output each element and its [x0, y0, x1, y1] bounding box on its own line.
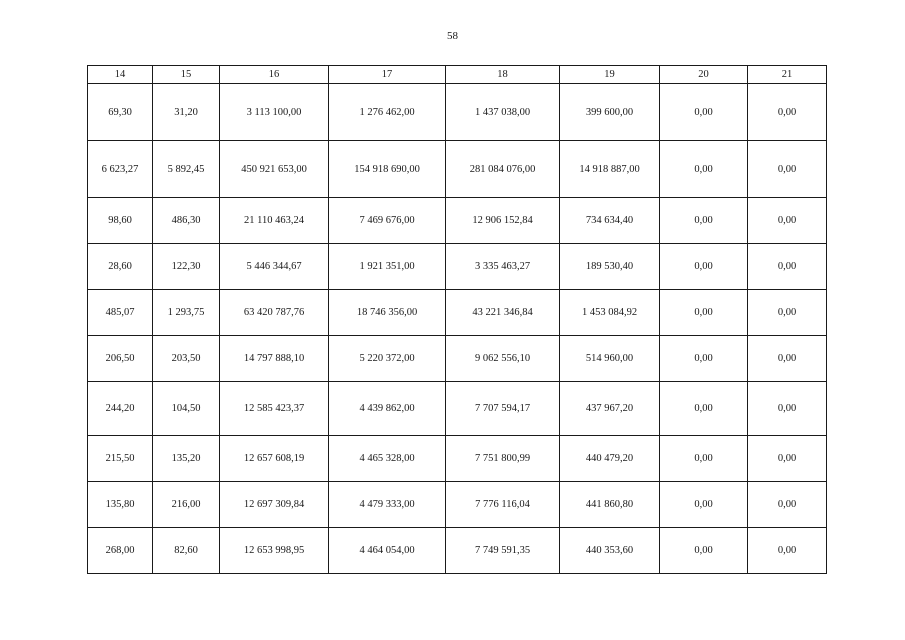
table-cell: 0,00	[748, 84, 827, 141]
table-row	[88, 244, 827, 290]
table-cell: 12 585 423,37	[220, 382, 329, 436]
table-cell: 0,00	[748, 141, 827, 198]
table-cell: 0,00	[748, 198, 827, 244]
table-cell: 12 906 152,84	[446, 198, 560, 244]
table-cell: 1 437 038,00	[446, 84, 560, 141]
table-cell: 0,00	[660, 436, 748, 482]
table-cell: 7 751 800,99	[446, 436, 560, 482]
table-cell: 135,80	[88, 482, 153, 528]
table-cell: 9 062 556,10	[446, 336, 560, 382]
table-row	[88, 198, 827, 244]
table-cell: 21 110 463,24	[220, 198, 329, 244]
column-header: 18	[446, 66, 560, 84]
table-cell: 189 530,40	[560, 244, 660, 290]
table-row	[88, 84, 827, 141]
table-cell: 14 918 887,00	[560, 141, 660, 198]
table-cell: 216,00	[153, 482, 220, 528]
table-cell: 0,00	[748, 436, 827, 482]
table-cell: 7 776 116,04	[446, 482, 560, 528]
table-cell: 122,30	[153, 244, 220, 290]
table-cell: 135,20	[153, 436, 220, 482]
table-cell: 450 921 653,00	[220, 141, 329, 198]
table-cell: 486,30	[153, 198, 220, 244]
table-cell: 734 634,40	[560, 198, 660, 244]
table-row	[88, 290, 827, 336]
table-cell: 0,00	[660, 482, 748, 528]
table-cell: 43 221 346,84	[446, 290, 560, 336]
table-cell: 281 084 076,00	[446, 141, 560, 198]
table-cell: 28,60	[88, 244, 153, 290]
table-header-row	[88, 66, 827, 84]
table-cell: 104,50	[153, 382, 220, 436]
table-cell: 3 335 463,27	[446, 244, 560, 290]
table-row	[88, 336, 827, 382]
table-row	[88, 382, 827, 436]
table-cell: 440 353,60	[560, 528, 660, 574]
table-cell: 69,30	[88, 84, 153, 141]
table-cell: 4 464 054,00	[329, 528, 446, 574]
table-cell: 514 960,00	[560, 336, 660, 382]
table-row	[88, 528, 827, 574]
column-header: 15	[153, 66, 220, 84]
column-header: 20	[660, 66, 748, 84]
table-cell: 0,00	[660, 84, 748, 141]
table-cell: 441 860,80	[560, 482, 660, 528]
table-cell: 0,00	[660, 290, 748, 336]
table-cell: 5 892,45	[153, 141, 220, 198]
table-cell: 0,00	[660, 198, 748, 244]
table-cell: 63 420 787,76	[220, 290, 329, 336]
page-number: 58	[447, 30, 458, 42]
table-cell: 0,00	[660, 528, 748, 574]
table-cell: 7 707 594,17	[446, 382, 560, 436]
table-cell: 0,00	[748, 482, 827, 528]
table-cell: 215,50	[88, 436, 153, 482]
table-cell: 1 921 351,00	[329, 244, 446, 290]
table-cell: 12 653 998,95	[220, 528, 329, 574]
column-header: 17	[329, 66, 446, 84]
column-header: 16	[220, 66, 329, 84]
table-cell: 0,00	[748, 290, 827, 336]
table-cell: 6 623,27	[88, 141, 153, 198]
table-cell: 7 469 676,00	[329, 198, 446, 244]
table-cell: 154 918 690,00	[329, 141, 446, 198]
column-header: 19	[560, 66, 660, 84]
table-cell: 440 479,20	[560, 436, 660, 482]
table-cell: 5 446 344,67	[220, 244, 329, 290]
table-cell: 1 293,75	[153, 290, 220, 336]
table-cell: 82,60	[153, 528, 220, 574]
table-cell: 1 453 084,92	[560, 290, 660, 336]
table-cell: 4 479 333,00	[329, 482, 446, 528]
table-cell: 0,00	[748, 382, 827, 436]
table-cell: 0,00	[660, 244, 748, 290]
table-row	[88, 141, 827, 198]
table-cell: 268,00	[88, 528, 153, 574]
table-cell: 244,20	[88, 382, 153, 436]
table-cell: 0,00	[660, 382, 748, 436]
column-header: 14	[88, 66, 153, 84]
table-cell: 12 697 309,84	[220, 482, 329, 528]
table-cell: 1 276 462,00	[329, 84, 446, 141]
table-cell: 12 657 608,19	[220, 436, 329, 482]
table-cell: 18 746 356,00	[329, 290, 446, 336]
table-cell: 5 220 372,00	[329, 336, 446, 382]
table-cell: 4 465 328,00	[329, 436, 446, 482]
data-table	[87, 65, 827, 574]
table-cell: 485,07	[88, 290, 153, 336]
table-cell: 14 797 888,10	[220, 336, 329, 382]
table-cell: 4 439 862,00	[329, 382, 446, 436]
table-cell: 0,00	[660, 141, 748, 198]
table-row	[88, 482, 827, 528]
table-cell: 0,00	[748, 244, 827, 290]
table-cell: 31,20	[153, 84, 220, 141]
table-cell: 98,60	[88, 198, 153, 244]
table-row	[88, 436, 827, 482]
table-cell: 399 600,00	[560, 84, 660, 141]
table-cell: 203,50	[153, 336, 220, 382]
table-cell: 0,00	[660, 336, 748, 382]
column-header: 21	[748, 66, 827, 84]
table-cell: 3 113 100,00	[220, 84, 329, 141]
table-cell: 0,00	[748, 528, 827, 574]
table-cell: 437 967,20	[560, 382, 660, 436]
table-cell: 7 749 591,35	[446, 528, 560, 574]
table-cell: 206,50	[88, 336, 153, 382]
table-cell: 0,00	[748, 336, 827, 382]
